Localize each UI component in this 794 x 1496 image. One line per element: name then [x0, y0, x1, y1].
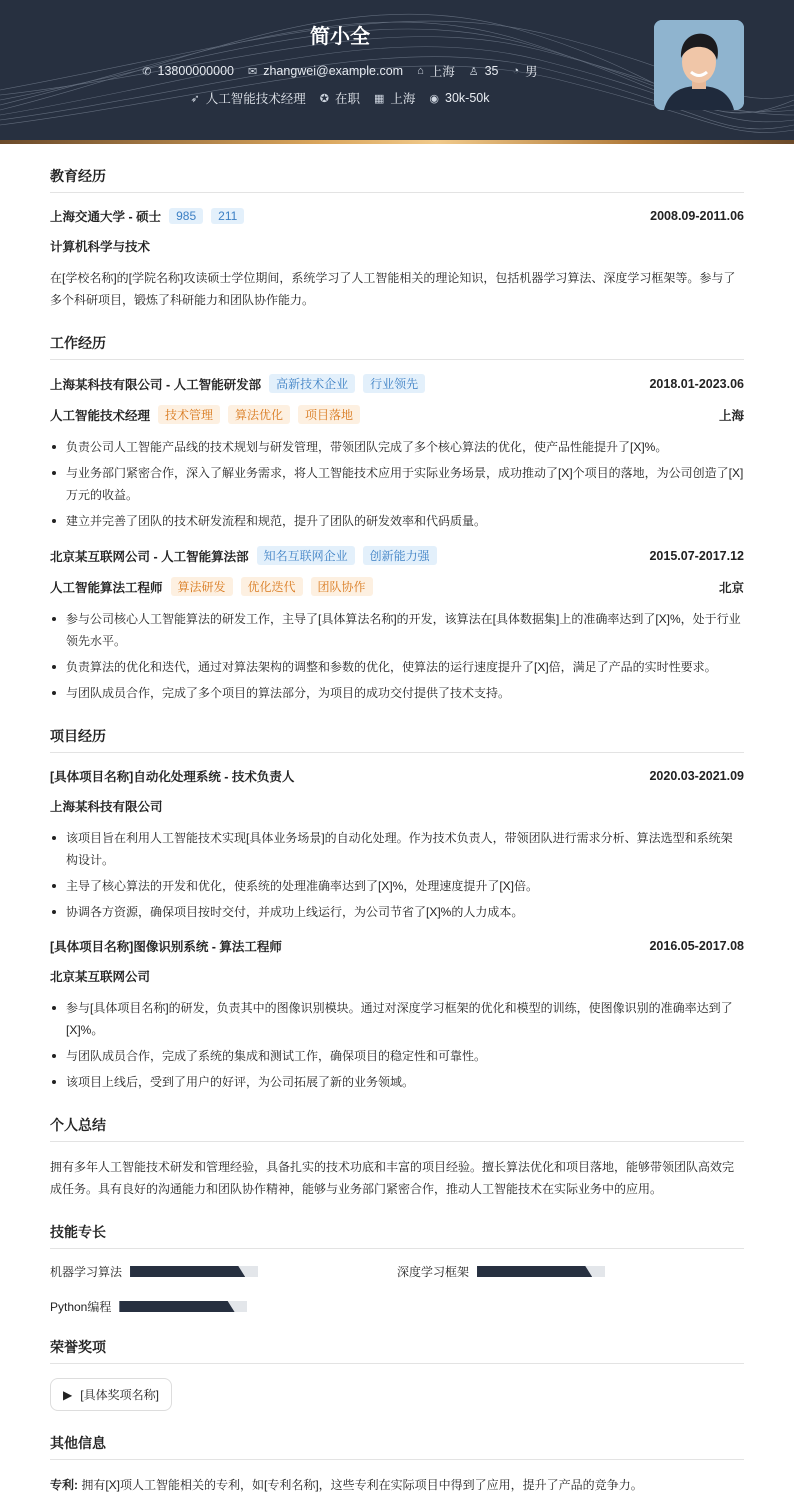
salary: 30k-50k [445, 91, 490, 105]
role: 人工智能技术经理 [50, 408, 151, 423]
resume-header [0, 0, 794, 140]
role-tag: 算法研发 [171, 577, 233, 596]
date: 2016.05-2017.08 [649, 939, 744, 953]
major: 计算机科学与技术 [50, 240, 151, 254]
role-tag: 团队协作 [311, 577, 373, 596]
company-tag: 高新技术企业 [269, 374, 355, 393]
date: 2020.03-2021.09 [649, 769, 744, 783]
bullet-item: 与团队成员合作，完成了系统的集成和测试工作，确保项目的稳定性和可靠性。 [50, 1045, 744, 1067]
date: 2015.07-2017.12 [649, 548, 744, 563]
status: 在职 [334, 92, 360, 106]
other-text: 拥有[X]项人工智能相关的专利，如[专利名称]，这些专利在实际项目中得到了应用，提升了产品的竞争力。 [81, 1478, 643, 1492]
status-icon: ✪ [319, 92, 329, 105]
company: 北京某互联网公司 - 人工智能算法部 [50, 549, 249, 564]
projects-section [50, 726, 744, 1093]
age-info [469, 62, 499, 80]
city: 上海 [718, 408, 744, 423]
candidate-name: 简小全 [310, 26, 370, 48]
building-icon: ▦ [373, 92, 385, 105]
company-tag: 知名互联网企业 [257, 546, 355, 565]
bullet-item: 参与[具体项目名称]的研发，负责其中的图像识别模块。通过对深度学习框架的优化和模型的训练，使图像识别的准确率达到了[X]%。 [50, 997, 744, 1041]
company-tag: 创新能力强 [363, 546, 437, 565]
section-title: 荣誉奖项 [50, 1337, 744, 1364]
date: 2018.01-2023.06 [649, 376, 744, 391]
skill-item [397, 1263, 744, 1280]
role-tag: 算法优化 [228, 405, 290, 424]
project-company: 北京某互联网公司 [50, 970, 151, 984]
project-name: [具体项目名称]自动化处理系统 - 技术负责人 [50, 770, 295, 784]
skill-bar [477, 1266, 605, 1277]
project-entry [50, 937, 744, 1093]
bullet-item: 协调各方资源，确保项目按时交付，并成功上线运行，为公司节省了[X]%的人力成本。 [50, 901, 744, 923]
email: zhangwei@example.com [263, 64, 404, 78]
skill-item [50, 1263, 397, 1280]
skill-bar [119, 1301, 247, 1312]
summary-text: 拥有多年人工智能技术研发和管理经验，具备扎实的技术功底和丰富的项目经验。擅长算法优化和项目落地，能够带领团队高效完成任务。具有良好的沟通能力和团队协作精神，能够与业务部门紧密合作，推动人工智能技术在实际业务中的应用。 [50, 1160, 735, 1196]
bullet-item: 与业务部门紧密合作，深入了解业务需求，将人工智能技术应用于实际业务场景，成功推动了[X]个项目的落地，为公司创造了[X]万元的收益。 [50, 462, 744, 506]
school: 上海交通大学 - 硕士 [50, 210, 162, 224]
status-info [320, 89, 360, 107]
triangle-right-icon: ▶ [63, 1387, 73, 1402]
skill-bar [130, 1266, 258, 1277]
section-title: 教育经历 [50, 166, 744, 193]
city: 上海 [429, 65, 455, 79]
bullet-item: 建立并完善了团队的技术研发流程和规范，提升了团队的研发效率和代码质量。 [50, 510, 744, 532]
position-info [191, 89, 306, 107]
work-city: 上海 [390, 92, 416, 106]
phone: 13800000000 [157, 64, 234, 78]
work-city-info [374, 89, 415, 107]
bullet-item: 该项目上线后，受到了用户的好评，为公司拓展了新的业务领域。 [50, 1071, 744, 1093]
awards-section [50, 1337, 744, 1411]
email-info [248, 62, 403, 80]
date: 2008.09-2011.06 [650, 209, 744, 223]
company-tag: 行业领先 [363, 374, 425, 393]
education-section [50, 166, 744, 311]
age: 35 [484, 64, 499, 78]
project-company: 上海某科技有限公司 [50, 800, 163, 814]
work-entry [50, 546, 744, 704]
city: 北京 [718, 580, 744, 595]
phone-info [142, 62, 234, 80]
bullet-item: 负责算法的优化和迭代，通过对算法架构的调整和参数的优化，使算法的运行速度提升了[X]倍，满足了产品的实时性要求。 [50, 656, 744, 678]
header-accent-bar [0, 140, 794, 144]
other-label: 专利: [50, 1478, 78, 1492]
gender: 男 [525, 65, 538, 79]
project-entry [50, 767, 744, 923]
city-info [417, 62, 455, 80]
section-title: 工作经历 [50, 333, 744, 360]
work-entry [50, 374, 744, 532]
work-section [50, 333, 744, 704]
mail-icon: ✉ [248, 65, 258, 78]
role: 人工智能算法工程师 [50, 580, 163, 595]
avatar [654, 20, 744, 110]
other-section [50, 1433, 744, 1496]
role-tag: 技术管理 [158, 405, 220, 424]
section-title: 技能专长 [50, 1222, 744, 1249]
home-icon: ⌂ [417, 65, 424, 77]
skill-bar-fill [119, 1301, 234, 1312]
phone-icon: ✆ [142, 65, 152, 78]
skill-bar-fill [130, 1266, 245, 1277]
education-desc: 在[学校名称]的[学院名称]攻读硕士学位期间，系统学习了人工智能相关的理论知识，包括机器学习算法、深度学习框架等。参与了多个科研项目，锻炼了科研能力和团队协作能力。 [50, 271, 736, 307]
section-title: 项目经历 [50, 726, 744, 753]
skill-bar-fill [477, 1266, 592, 1277]
bullet-item: 负责公司人工智能产品线的技术规划与研发管理，带领团队完成了多个核心算法的优化，使产品性能提升了[X]%。 [50, 436, 744, 458]
summary-section [50, 1115, 744, 1200]
skills-section [50, 1222, 744, 1315]
section-title: 其他信息 [50, 1433, 744, 1460]
gender-info [513, 62, 538, 80]
award-item[interactable] [50, 1378, 172, 1411]
skill-item [50, 1298, 397, 1315]
bullet-item: 该项目旨在利用人工智能技术实现[具体业务场景]的自动化处理。作为技术负责人，带领团队进行需求分析、算法选型和系统架构设计。 [50, 827, 744, 871]
money-icon: ◉ [429, 92, 439, 105]
bullet-item: 主导了核心算法的开发和优化，使系统的处理准确率达到了[X]%，处理速度提升了[X]倍。 [50, 875, 744, 897]
cake-icon: ♙ [468, 65, 479, 78]
salary-info [429, 89, 489, 107]
role-tag: 优化迭代 [241, 577, 303, 596]
bullet-item: 与团队成员合作，完成了多个项目的算法部分，为项目的成功交付提供了技术支持。 [50, 682, 744, 704]
award-name: [具体奖项名称] [80, 1388, 159, 1402]
section-title: 个人总结 [50, 1115, 744, 1142]
project-name: [具体项目名称]图像识别系统 - 算法工程师 [50, 940, 282, 954]
send-icon: ➶ [190, 92, 200, 105]
position: 人工智能技术经理 [205, 92, 306, 106]
role-tag: 项目落地 [298, 405, 360, 424]
bullet-item: 参与公司核心人工智能算法的研发工作，主导了[具体算法名称]的开发，该算法在[具体数据集]上的准确率达到了[X]%，处于行业领先水平。 [50, 608, 744, 652]
skill-name: 深度学习框架 [397, 1265, 470, 1279]
company: 上海某科技有限公司 - 人工智能研发部 [50, 377, 262, 392]
gender-icon: ◔ [512, 65, 520, 77]
skill-name: 机器学习算法 [50, 1265, 123, 1279]
school-tag: 211 [211, 208, 244, 224]
skill-name: Python编程 [50, 1300, 112, 1314]
school-tag: 985 [169, 208, 203, 224]
